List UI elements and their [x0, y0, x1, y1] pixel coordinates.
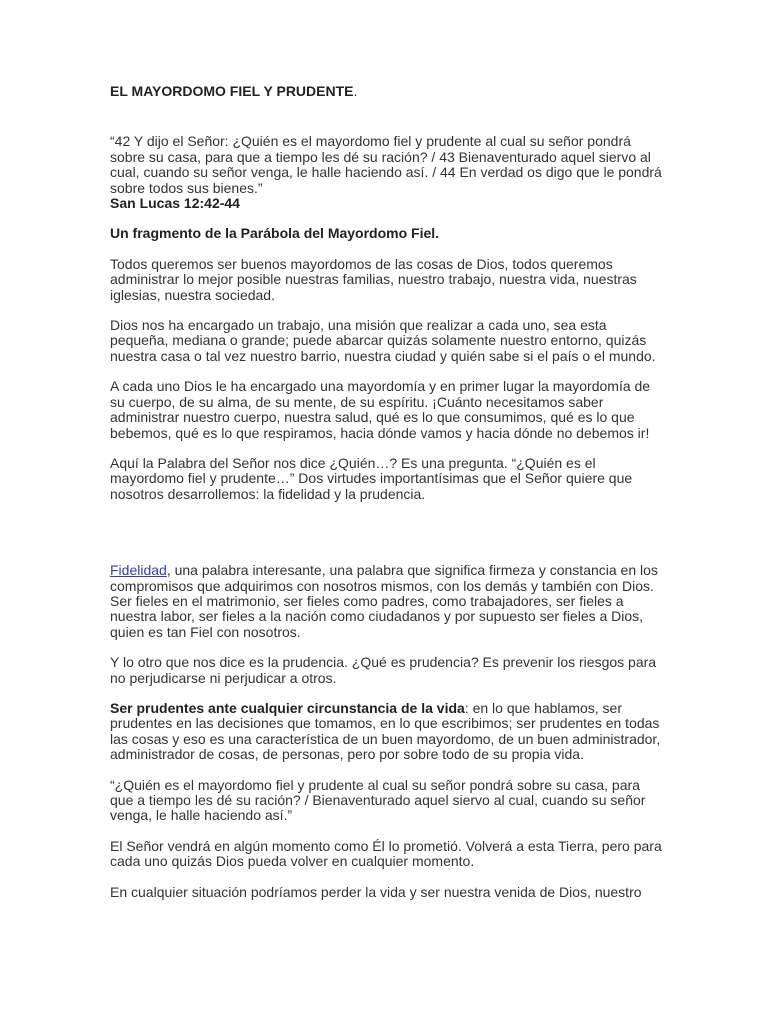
- paragraph-2: Dios nos ha encargado un trabajo, una misión que realizar a cada uno, sea esta pequeña, mediana o grande; puede abarcar quizás solamente nuestro entorno, quizás nuestra casa o tal vez nuestro barrio, nuestra ciudad y quién sabe si el país o el mundo.: [110, 317, 656, 364]
- paragraph-4: Aquí la Palabra del Señor nos dice ¿Quién…? Es una pregunta. “¿Quién es el mayordomo fiel y prudente…” Dos virtudes importantísimas que el Señor quiere que nosotros desarrollemos: la fidelidad y la prudencia.: [110, 454, 633, 502]
- section-subtitle: Un fragmento de la Parábola del Mayordomo Fiel.: [110, 225, 440, 242]
- paragraph-10: En cualquier situación podríamos perder la vida y ser nuestra venida de Dios, nuestro: [110, 883, 642, 900]
- paragraph-9: El Señor vendrá en algún momento como Él lo prometió. Volverá a esta Tierra, pero para cada uno quizás Dios pueda volver en cualquier momento.: [110, 837, 662, 870]
- title-text: EL MAYORDOMO FIEL Y PRUDENTE: [110, 83, 354, 99]
- paragraph-7-bold-lead: Ser prudentes ante cualquier circunstancia de la vida: [110, 699, 465, 716]
- paragraph-5-text: , una palabra interesante, una palabra que significa firmeza y constancia en los compromisos que adquirimos con nosotros mismos, con los demás y también con Dios. Ser fieles en el matrimonio, ser fieles como padres, como trabajadores, ser fieles a nuestra labor, ser fieles a la nación como ciudadanos y por supuesto ser fieles a Dios, quien es tan Fiel con nosotros.: [110, 562, 658, 640]
- paragraph-6: Y lo otro que nos dice es la prudencia. ¿Qué es prudencia? Es prevenir los riesgos para no perjudicarse ni perjudicar a otros.: [110, 654, 657, 686]
- fidelidad-link[interactable]: Fidelidad: [110, 562, 167, 579]
- scripture-citation: San Lucas 12:42-44: [110, 195, 240, 212]
- document-page: [110, 84, 662, 900]
- paragraph-7: [110, 701, 662, 763]
- scripture-quote-block: [110, 134, 662, 211]
- paragraph-8: “¿Quién es el mayordomo fiel y prudente al cual su señor pondrá sobre su casa, para que a tiempo les dé su ración? / Bienaventurado aquel siervo al cual, cuando su señor venga, le halle haciendo así.”: [110, 776, 646, 824]
- paragraph-1: Todos queremos ser buenos mayordomos de las cosas de Dios, todos queremos administrar lo mejor posible nuestras familias, nuestro trabajo, nuestra vida, nuestras iglesias, nuestra sociedad.: [110, 255, 637, 303]
- paragraph-7-text: : en lo que hablamos, ser prudentes en las decisiones que tomamos, en lo que escribimos; ser prudentes en todas las cosas y eso es una característica de un buen mayordomo, de un buen administrador, administrador de cosas, de personas, pero por sobre todo de su propia vida.: [110, 699, 661, 763]
- title-period: .: [353, 83, 358, 99]
- document-title: [110, 84, 662, 99]
- section-spacer: [110, 502, 662, 548]
- paragraph-5: [110, 563, 662, 640]
- scripture-quote: “42 Y dijo el Señor: ¿Quién es el mayordomo fiel y prudente al cual su señor pondrá sobre su casa, para que a tiempo les dé su ración? / 43 Bienaventurado aquel siervo al cual, cuando su señor venga, le halle haciendo así. / 44 En verdad os digo que le pondrá sobre todos sus bienes.”: [110, 133, 662, 196]
- paragraph-3: A cada uno Dios le ha encargado una mayordomía y en primer lugar la mayordomía de su cuerpo, de su alma, de su mente, de su espíritu. ¡Cuánto necesitamos saber administrar nuestro cuerpo, nuestra salud, qué es lo que consumimos, qué es lo que bebemos, qué es lo que respiramos, hacia dónde vamos y hacia dónde no debemos ir!: [110, 378, 651, 441]
